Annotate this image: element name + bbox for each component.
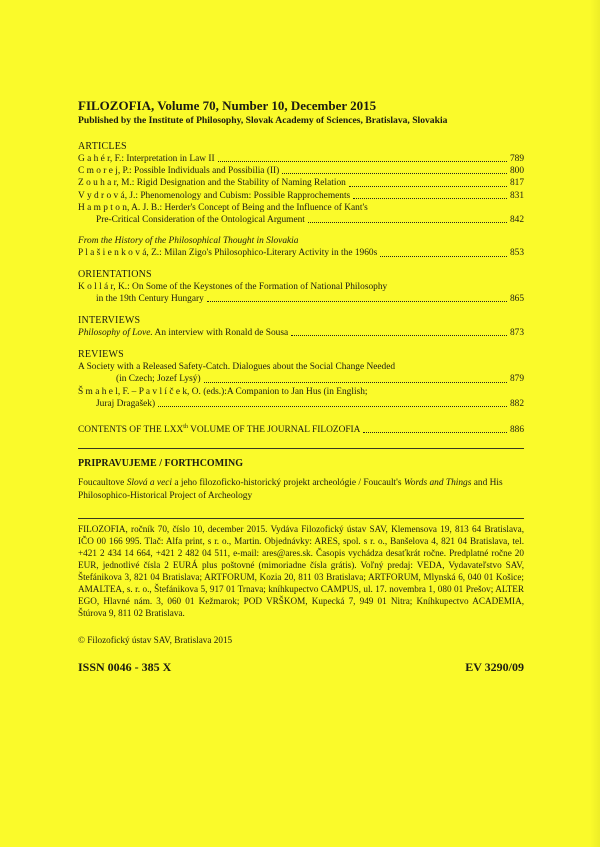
ev-number: EV 3290/09 <box>465 659 524 674</box>
cover-content <box>78 98 524 675</box>
page-number: 831 <box>509 190 524 201</box>
orientations-heading: ORIENTATIONS <box>78 268 152 280</box>
volume-contents-entry: CONTENTS OF THE LXXth VOLUME OF THE JOURNAL FILOZOFIA 886 <box>78 424 524 436</box>
forthcoming-heading: PRIPRAVUJEME / FORTHCOMING <box>78 458 244 470</box>
toc-entry-line2: (in Czech; Jozef Lysý) 879 <box>116 374 524 385</box>
issn-number: ISSN 0046 - 385 X <box>78 659 172 674</box>
forthcoming-text: Foucaultove Slová a veci a jeho filozoficko-historický projekt archeológie / Foucault's Words and Things and His Philosophico-Historical Project of Archeology <box>78 478 503 501</box>
page-number: 800 <box>509 166 524 177</box>
identifier-row <box>78 660 524 675</box>
publisher-line: Published by the Institute of Philosophy, Slovak Academy of Sciences, Bratislava, Slovakia <box>78 115 448 126</box>
interviews-section <box>78 315 524 339</box>
toc-entry-line1: Š m a h e l, F. – P a v l í č e k, O. (eds.):A Companion to Jan Hus (in English; <box>78 386 368 397</box>
toc-entry-line2: in the 19th Century Hungary 865 <box>96 293 524 304</box>
toc-entry-line2: Juraj Dragašek) 882 <box>96 398 524 409</box>
toc-entry: C m o r e j, P.: Possible Individuals and Possibilia (II) 800 <box>78 166 524 177</box>
page-number: 873 <box>509 328 524 339</box>
page-number: 865 <box>509 293 524 304</box>
toc-entry-line1: K o l l á r, K.: On Some of the Keystones of the Formation of National Philosophy <box>78 281 388 292</box>
divider <box>78 448 524 449</box>
reviews-heading: REVIEWS <box>78 349 124 361</box>
journal-title: FILOZOFIA, Volume 70, Number 10, December 2015 <box>78 98 377 113</box>
history-subsection <box>78 235 524 259</box>
page-edge-shading <box>590 0 600 847</box>
page-number: 853 <box>509 248 524 259</box>
reviews-section <box>78 349 524 410</box>
page-number: 842 <box>509 215 524 226</box>
orientations-section <box>78 269 524 305</box>
divider <box>78 518 524 519</box>
articles-heading: ARTICLES <box>78 141 127 152</box>
page-number: 886 <box>509 425 524 436</box>
page-number: 789 <box>509 154 524 164</box>
page-number: 882 <box>509 398 524 409</box>
toc-entry: V y d r o v á, J.: Phenomenology and Cubism: Possible Rapprochements 831 <box>78 190 524 201</box>
toc-entry-line2: Pre-Critical Consideration of the Ontological Argument 842 <box>96 215 524 226</box>
interviews-heading: INTERVIEWS <box>78 315 141 327</box>
toc-entry-line1: A Society with a Released Safety-Catch. Dialogues about the Social Change Needed <box>78 362 396 373</box>
page-number: 817 <box>509 178 524 189</box>
history-heading: From the History of the Philosophical Thought in Slovakia <box>78 236 299 247</box>
imprint-text: FILOZOFIA, ročník 70, číslo 10, december 2015. Vydáva Filozofický ústav SAV, Klemensova 19, 813 64 Bratislava, IČO 00 166 995. Tlač: Alfa print, s r. o., Martin. Objednávky: ARES, spol. s r. o., Banšelova 4, 821 04 Bratislava, tel. +421 2 434 14 664, +421 2 482 04 511, e-mail: ares@ares.sk. Časopis vychádza desaťkrát ročne. Predplatné ročne 20 EUR, jednotlivé čísla 2 EURÁ plus poštovné (mimoriadne čísla grátis). Voľný predaj: VEDA, Vydavateľstvo SAV, Štefánikova 3, 821 04 Bratislava; ARTFORUM, Kozia 20, 811 03 Bratislava; ARTFORUM, Mlynská 6, 040 01 Košice; AMALTEA, s. r. o., Štefánikova 5, 917 01 Trnava; kníhkupectvo CAMPUS, ul. 17. novembra 1, 080 01 Prešov; ALTER EGO, Hlavné nám. 3, 060 01 Kežmarok; POD VRŠKOM, Kupecká 7, 949 01 Nitra; Kníhkupectvo ACADEMIA, Štúrova 9, 811 02 Bratislava. <box>78 523 524 619</box>
toc-entry: Philosophy of Love. An interview with Ronald de Sousa 873 <box>78 328 524 339</box>
toc-entry-line1: H a m p t o n, A. J. B.: Herder's Concept of Being and the Influence of Kant's <box>78 202 368 213</box>
toc-entry: Z o u h a r, M.: Rigid Designation and the Stability of Naming Relation 817 <box>78 178 524 189</box>
articles-section <box>78 141 524 260</box>
toc-entry: G a h é r, F.: Interpretation in Law II 789 <box>78 154 524 164</box>
copyright-line: © Filozofický ústav SAV, Bratislava 2015 <box>78 634 233 645</box>
page-number: 879 <box>509 374 524 385</box>
toc-entry: P l a š i e n k o v á, Z.: Milan Zigo's Philosophico-Literary Activity in the 1960s 853 <box>78 248 524 259</box>
